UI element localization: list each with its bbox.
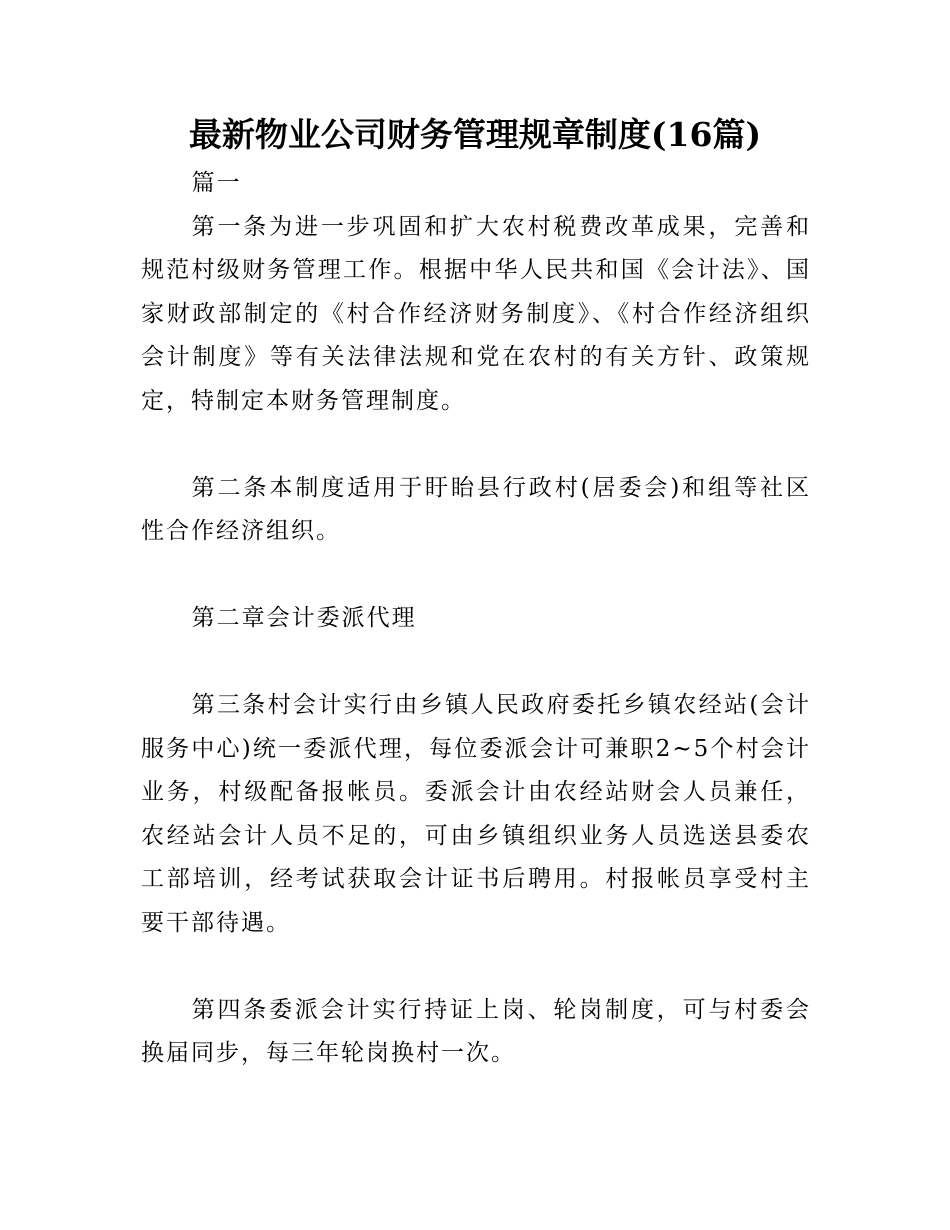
document-body [141, 162, 811, 1076]
paragraph-spacer [141, 554, 811, 598]
article-3-paragraph: 第三条村会计实行由乡镇人民政府委托乡镇农经站(会计服务中心)统一委派代理，每位委派会计可兼职2~5个村会计业务，村级配备报帐员。委派会计由农经站财会人员兼任，农经站会计人员不足的，可由乡镇组织业务人员选送县委农工部培训，经考试获取会计证书后聘用。村报帐员享受村主要干部待遇。 [141, 692, 811, 936]
paragraph-spacer [141, 423, 811, 467]
paragraph-spacer [141, 945, 811, 989]
section-heading-pian-yi: 篇一 [191, 170, 242, 196]
article-2-paragraph: 第二条本制度适用于盱眙县行政村(居委会)和组等社区性合作经济组织。 [141, 474, 811, 544]
article-1-paragraph: 第一条为进一步巩固和扩大农村税费改革成果，完善和规范村级财务管理工作。根据中华人民共和国《会计法》、国家财政部制定的《村合作经济财务制度》、《村合作经济组织会计制度》等有关法律法规和党在农村的有关方针、政策规定，特制定本财务管理制度。 [141, 213, 811, 414]
article-4-paragraph: 第四条委派会计实行持证上岗、轮岗制度，可与村委会换届同步，每三年轮岗换村一次。 [141, 996, 811, 1066]
chapter-2-heading: 第二章会计委派代理 [191, 605, 417, 631]
document-title: 最新物业公司财务管理规章制度(16篇) [188, 115, 762, 154]
paragraph-spacer [141, 641, 811, 685]
